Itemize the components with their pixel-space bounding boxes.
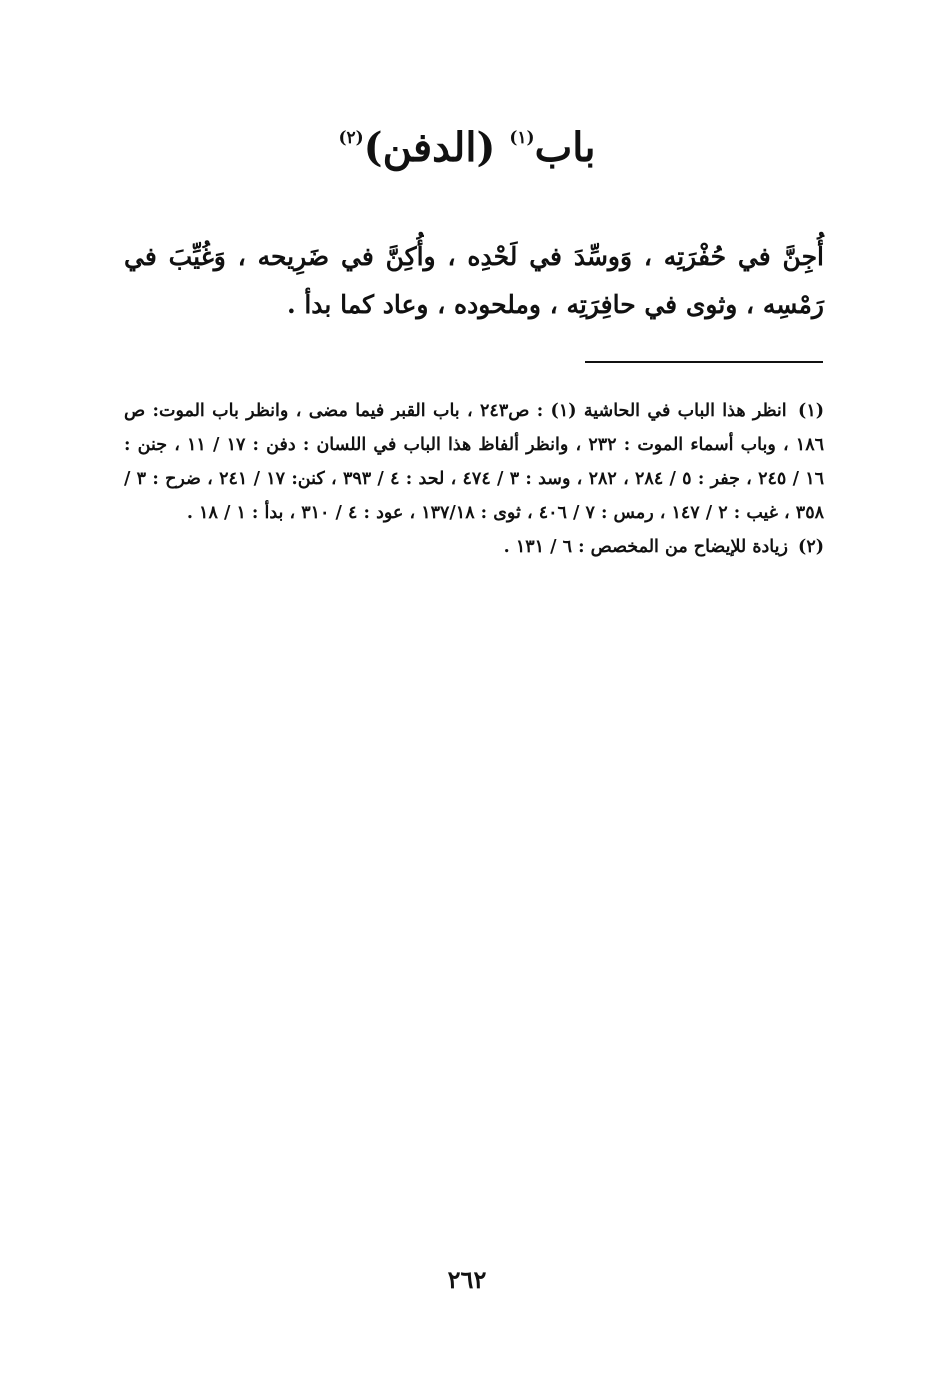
- heading-word: باب: [534, 124, 596, 171]
- body-paragraph: أُجِنَّ في حُفْرَتِه ، وَوسِّدَ في لَحْدِه ، وأُكِنَّ في ضَرِيحه ، وَغُيِّبَ في رَمْسِه ، وثوى في حافِرَتِه ، وملحوده ، وعاد كما بدأ .: [124, 242, 824, 319]
- footnote-2-text: زيادة للإيضاح من المخصص : ٦ / ١٣١ .: [503, 537, 788, 557]
- heading-subject: (الدفن): [363, 124, 496, 171]
- heading-footnote-ref-1: (١): [509, 128, 535, 148]
- page-number: ٢٦٢: [447, 1265, 487, 1294]
- footnote-1: [124, 394, 824, 530]
- footnote-separator: [585, 361, 823, 363]
- footnote-1-text: انظر هذا الباب في الحاشية (١) : ص٢٤٣ ، باب القبر فيما مضى ، وانظر باب الموت: ص ١٨٦ ، وباب أسماء الموت : ٢٣٢ ، وانظر ألفاظ هذا الباب في اللسان : دفن : ١٧ / ١١ ، جنن : ١٦ / ٢٤٥ ، جفر : ٥ / ٢٨٤ ، ٢٨٢ ، وسد : ٣ / ٤٧٤ ، لحد : ٤ / ٣٩٣ ، كنن: ١٧ / ٢٤١ ، ضرح : ٣ / ٣٥٨ ، غيب : ٢ / ١٤٧ ، رمس : ٧ / ٤٠٦ ، ثوى : ١٣٧/١٨ ، عود : ٤ / ٣١٠ ، بدأ : ١ / ١٨ .: [124, 401, 825, 523]
- footnote-2-marker: (٢): [798, 537, 824, 557]
- chapter-heading: [0, 108, 934, 178]
- footnote-1-marker: (١): [798, 401, 824, 421]
- footnotes-section: [124, 394, 824, 564]
- footnote-2: [124, 530, 824, 564]
- heading-footnote-ref-2: (٢): [338, 128, 364, 148]
